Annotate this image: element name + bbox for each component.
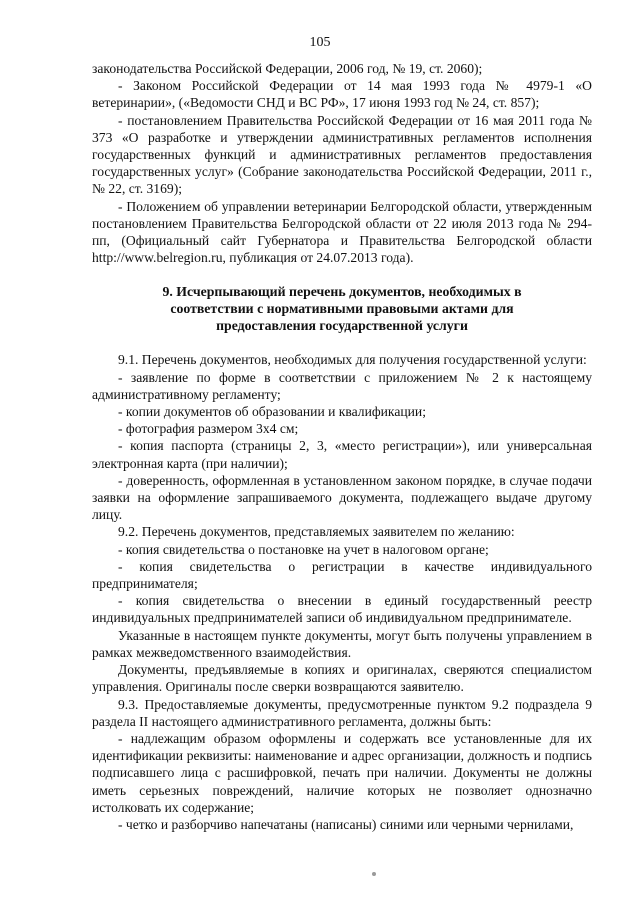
list-item: - копия паспорта (страницы 2, 3, «место регистрации»), или универсальная электронная карта (при наличии); <box>92 438 592 471</box>
page-number: 105 <box>309 35 331 50</box>
paragraph: 9.2. Перечень документов, представляемых заявителем по желанию: <box>118 524 515 540</box>
list-item: - постановлением Правительства Российской Федерации от 16 мая 2011 года № 373 «О разработке и утверждении административных регламентов исполнения государственных функций и административных регламентов предоставления государственных услуг» (Собрание законодательства Российской Федерации, 2011 г., № 22, ст. 3169); <box>92 112 592 197</box>
scan-speck <box>372 872 376 876</box>
paragraph: Указанные в настоящем пункте документы, могут быть получены управлением в рамках межведомственного взаимодействия. <box>92 627 592 660</box>
list-item: - надлежащим образом оформлены и содержать все установленные для их идентификации реквизиты: наименование и адрес организации, должность и подпись подписавшего лица с расшифровкой, печать при наличии. Документы не должны иметь серьезных повреждений, наличие которых не позволяет однозначно истолковать их содержание; <box>92 730 592 815</box>
list-item: - копия свидетельства о внесении в единый государственный реестр индивидуальных предпринимателей записи об индивидуальном предпринимателе. <box>92 593 592 626</box>
list-item: - копия свидетельства о постановке на учет в налоговом органе; <box>118 541 489 557</box>
list-item: - Законом Российской Федерации от 14 мая 1993 года № 4979-1 «О ветеринарии», («Ведомости СНД и ВС РФ», 17 июня 1993 год № 24, ст. 857); <box>92 78 592 111</box>
section-heading: 9. Исчерпывающий перечень документов, необходимых в соответствии с нормативными правовыми актами для предоставления государственной услуги <box>162 284 522 334</box>
paragraph: законодательства Российской Федерации, 2006 год, № 19, ст. 2060); <box>92 61 483 76</box>
list-item: - Положением об управлении ветеринарии Белгородской области, утвержденным постановлением Правительства Белгородской области от 22 июля 2013 года № 294-пп, (Официальный сайт Губернатора и Правительства Белгородской области http://www.belregion.ru, публикация от 24.07.2013 года). <box>92 198 592 266</box>
paragraph: 9.3. Предоставляемые документы, предусмотренные пунктом 9.2 подраздела 9 раздела II настоящего административного регламента, должны быть: <box>92 696 592 729</box>
document-body <box>92 60 592 833</box>
paragraph: Документы, предъявляемые в копиях и оригиналах, сверяются специалистом управления. Оригиналы после сверки возвращаются заявителю. <box>92 662 592 695</box>
list-item: - фотография размером 3х4 см; <box>118 421 299 437</box>
list-item: - доверенность, оформленная в установленном законом порядке, в случае подачи заявки на оформление запрашиваемого документа, подлежащего выдаче другому лицу. <box>92 472 592 523</box>
list-item: - заявление по форме в соответствии с приложением № 2 к настоящему административному регламенту; <box>92 369 592 402</box>
list-item: - четко и разборчиво напечатаны (написаны) синими или черными чернилами, <box>118 816 574 832</box>
list-item: - копии документов об образовании и квалификации; <box>118 404 426 420</box>
spacer <box>92 334 592 351</box>
paragraph: 9.1. Перечень документов, необходимых для получения государственной услуги: <box>118 352 587 368</box>
list-item: - копия свидетельства о регистрации в качестве индивидуального предпринимателя; <box>92 558 592 592</box>
spacer <box>92 266 592 283</box>
